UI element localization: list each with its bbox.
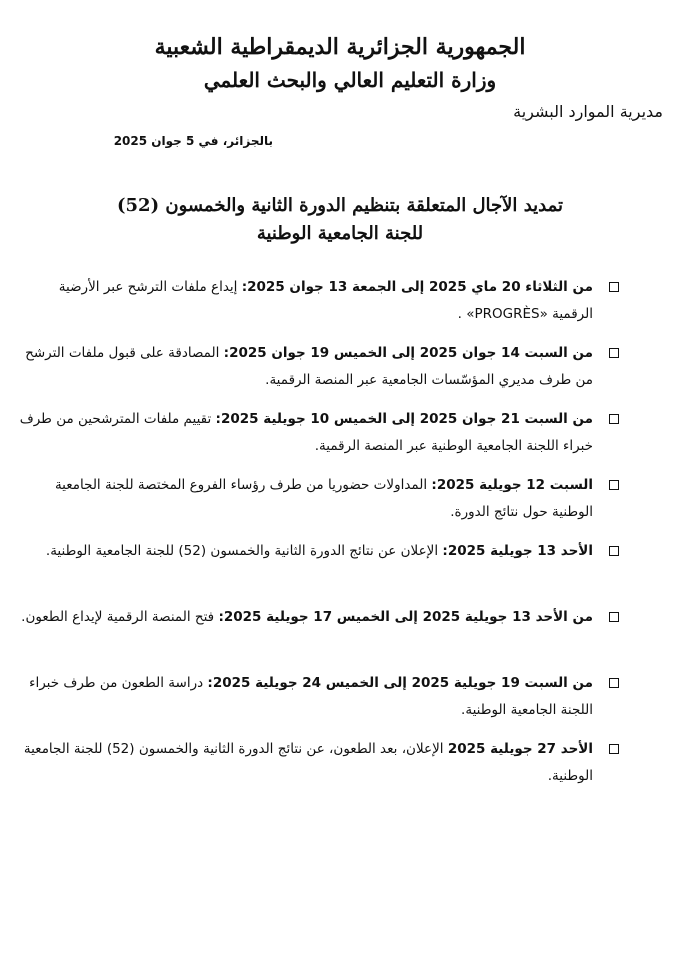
- schedule-description: إيداع ملفات الترشح عبر الأرضية الرقمية «PROGRÈS» .: [58, 279, 593, 322]
- schedule-item: [19, 670, 619, 726]
- document-title: [115, 192, 565, 248]
- checkbox-icon: [609, 480, 619, 490]
- schedule-item: [19, 538, 619, 594]
- checkbox-icon: [609, 546, 619, 556]
- dateline: بالجزائر، في 5 جوان 2025: [113, 134, 273, 148]
- schedule-description: دراسة الطعون من طرف خبراء اللجنة الجامعية الوطنية.: [29, 675, 593, 718]
- schedule-date: من الثلاثاء 20 ماي 2025 إلى الجمعة 13 جوان 2025:: [241, 279, 593, 295]
- schedule-date: من السبت 14 جوان 2025 إلى الخميس 19 جوان 2025:: [223, 345, 593, 361]
- title-line-1: تمديد الآجال المتعلقة بتنظيم الدورة الثانية والخمسون (52): [116, 195, 564, 216]
- schedule-item: [19, 472, 619, 528]
- title-line-2: للجنة الجامعية الوطنية: [256, 223, 424, 244]
- schedule-item: [19, 274, 619, 330]
- schedule-description: فتح المنصة الرقمية لإيداع الطعون.: [21, 609, 215, 625]
- checkbox-icon: [609, 678, 619, 688]
- schedule-description: الإعلان عن نتائج الدورة الثانية والخمسون (52) للجنة الجامعية الوطنية.: [45, 543, 439, 559]
- schedule-list: [19, 274, 619, 802]
- checkbox-icon: [609, 612, 619, 622]
- schedule-item: [19, 406, 619, 462]
- directorate-label: مديرية الموارد البشرية: [513, 102, 663, 121]
- schedule-date: الأحد 13 جويلية 2025:: [442, 543, 593, 559]
- republic-heading: الجمهورية الجزائرية الديمقراطية الشعبية: [154, 34, 526, 60]
- schedule-description: تقييم ملفات المترشحين من طرف خبراء اللجنة الجامعية الوطنية عبر المنصة الرقمية.: [19, 411, 593, 454]
- schedule-item: [19, 340, 619, 396]
- checkbox-icon: [609, 282, 619, 292]
- schedule-date: الأحد 27 جويلية 2025: [447, 741, 593, 757]
- checkbox-icon: [609, 348, 619, 358]
- ministry-heading: وزارة التعليم العالي والبحث العلمي: [203, 68, 497, 92]
- schedule-date: من السبت 19 جويلية 2025 إلى الخميس 24 جويلية 2025:: [207, 675, 593, 691]
- checkbox-icon: [609, 414, 619, 424]
- checkbox-icon: [609, 744, 619, 754]
- schedule-date: السبت 12 جويلية 2025:: [431, 477, 593, 493]
- schedule-item: [19, 736, 619, 792]
- schedule-item: [19, 604, 619, 660]
- schedule-description: المداولات حضوريا من طرف رؤساء الفروع المختصة للجنة الجامعية الوطنية حول نتائج الدورة.: [54, 477, 593, 520]
- schedule-description: المصادقة على قبول ملفات الترشح من طرف مديري المؤسّسات الجامعية عبر المنصة الرقمية.: [25, 345, 593, 388]
- schedule-description: الإعلان، بعد الطعون، عن نتائج الدورة الثانية والخمسون (52) للجنة الجامعية الوطنية.: [23, 741, 593, 784]
- schedule-date: من السبت 21 جوان 2025 إلى الخميس 10 جويلية 2025:: [215, 411, 593, 427]
- schedule-date: من الأحد 13 جويلية 2025 إلى الخميس 17 جويلية 2025:: [218, 609, 593, 625]
